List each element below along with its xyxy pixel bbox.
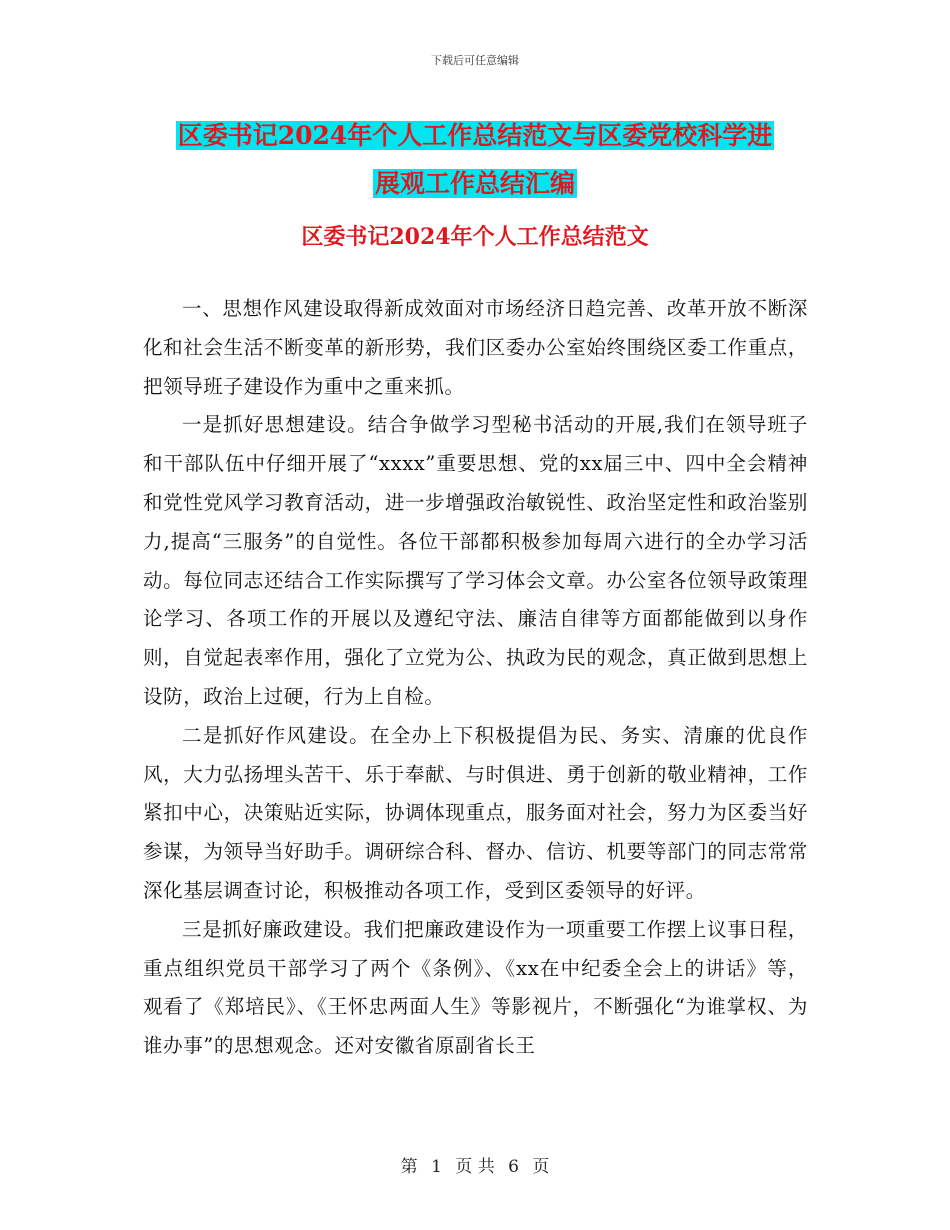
paragraph-2: 一是抓好思想建设。结合争做学习型秘书活动的开展,我们在领导班子和干部队伍中仔细开展了“xxxx”重要思想、党的xx届三中、四中全会精神和党性党风学习教育活动，进一步增强政治敏锐性、政治坚定性和政治鉴别力,提高“三服务”的自觉性。各位干部都积极参加每周六进行的全办学习活动。每位同志还结合工作实际撰写了学习体会文章。办公室各位领导政策理论学习、各项工作的开展以及遵纪守法、廉洁自律等方面都能做到以身作则，自觉起表率作用，强化了立党为公、执政为民的观念，真正做到思想上设防，政治上过硬，行为上自检。 — [143, 413, 808, 708]
section-title: 区委书记2024年个人工作总结范文 — [301, 224, 649, 250]
page-footer — [0, 1152, 950, 1177]
document-title — [140, 112, 810, 208]
title-line-1: 区委书记2024年个人工作总结范文与区委党校科学进 — [177, 121, 773, 150]
title-line-2: 展观工作总结汇编 — [374, 169, 575, 198]
paragraph-1: 一、思想作风建设取得新成效面对市场经济日趋完善、改革开放不断深化和社会生活不断变革的新形势，我们区委办公室始终围绕区委工作重点，把领导班子建设作为重中之重来抓。 — [143, 297, 808, 398]
paragraph-4: 三是抓好廉政建设。我们把廉政建设作为一项重要工作摆上议事日程，重点组织党员干部学习了两个《条例》、《xx在中纪委全会上的讲话》等，观看了《郑培民》、《王怀忠两面人生》等影视片，不断强化“为谁掌权、为谁办事”的思想观念。还对安徽省原副省长王 — [143, 917, 808, 1058]
document-body — [143, 290, 808, 1066]
page-label-pre: 第 — [400, 1157, 418, 1177]
page-label-post: 页 — [532, 1157, 550, 1177]
page-current: 1 — [431, 1157, 442, 1177]
header-note: 下载后可任意编辑 — [431, 54, 519, 67]
page-label-mid: 页 共 — [455, 1157, 495, 1177]
page-total: 6 — [508, 1157, 519, 1177]
paragraph-3: 二是抓好作风建设。在全办上下积极提倡为民、务实、清廉的优良作风，大力弘扬埋头苦干、乐于奉献、与时俱进、勇于创新的敬业精神，工作紧扣中心，决策贴近实际，协调体现重点，服务面对社会，努力为区委当好参谋，为领导当好助手。调研综合科、督办、信访、机要等部门的同志常常深化基层调查讨论，积极推动各项工作，受到区委领导的好评。 — [143, 723, 808, 902]
